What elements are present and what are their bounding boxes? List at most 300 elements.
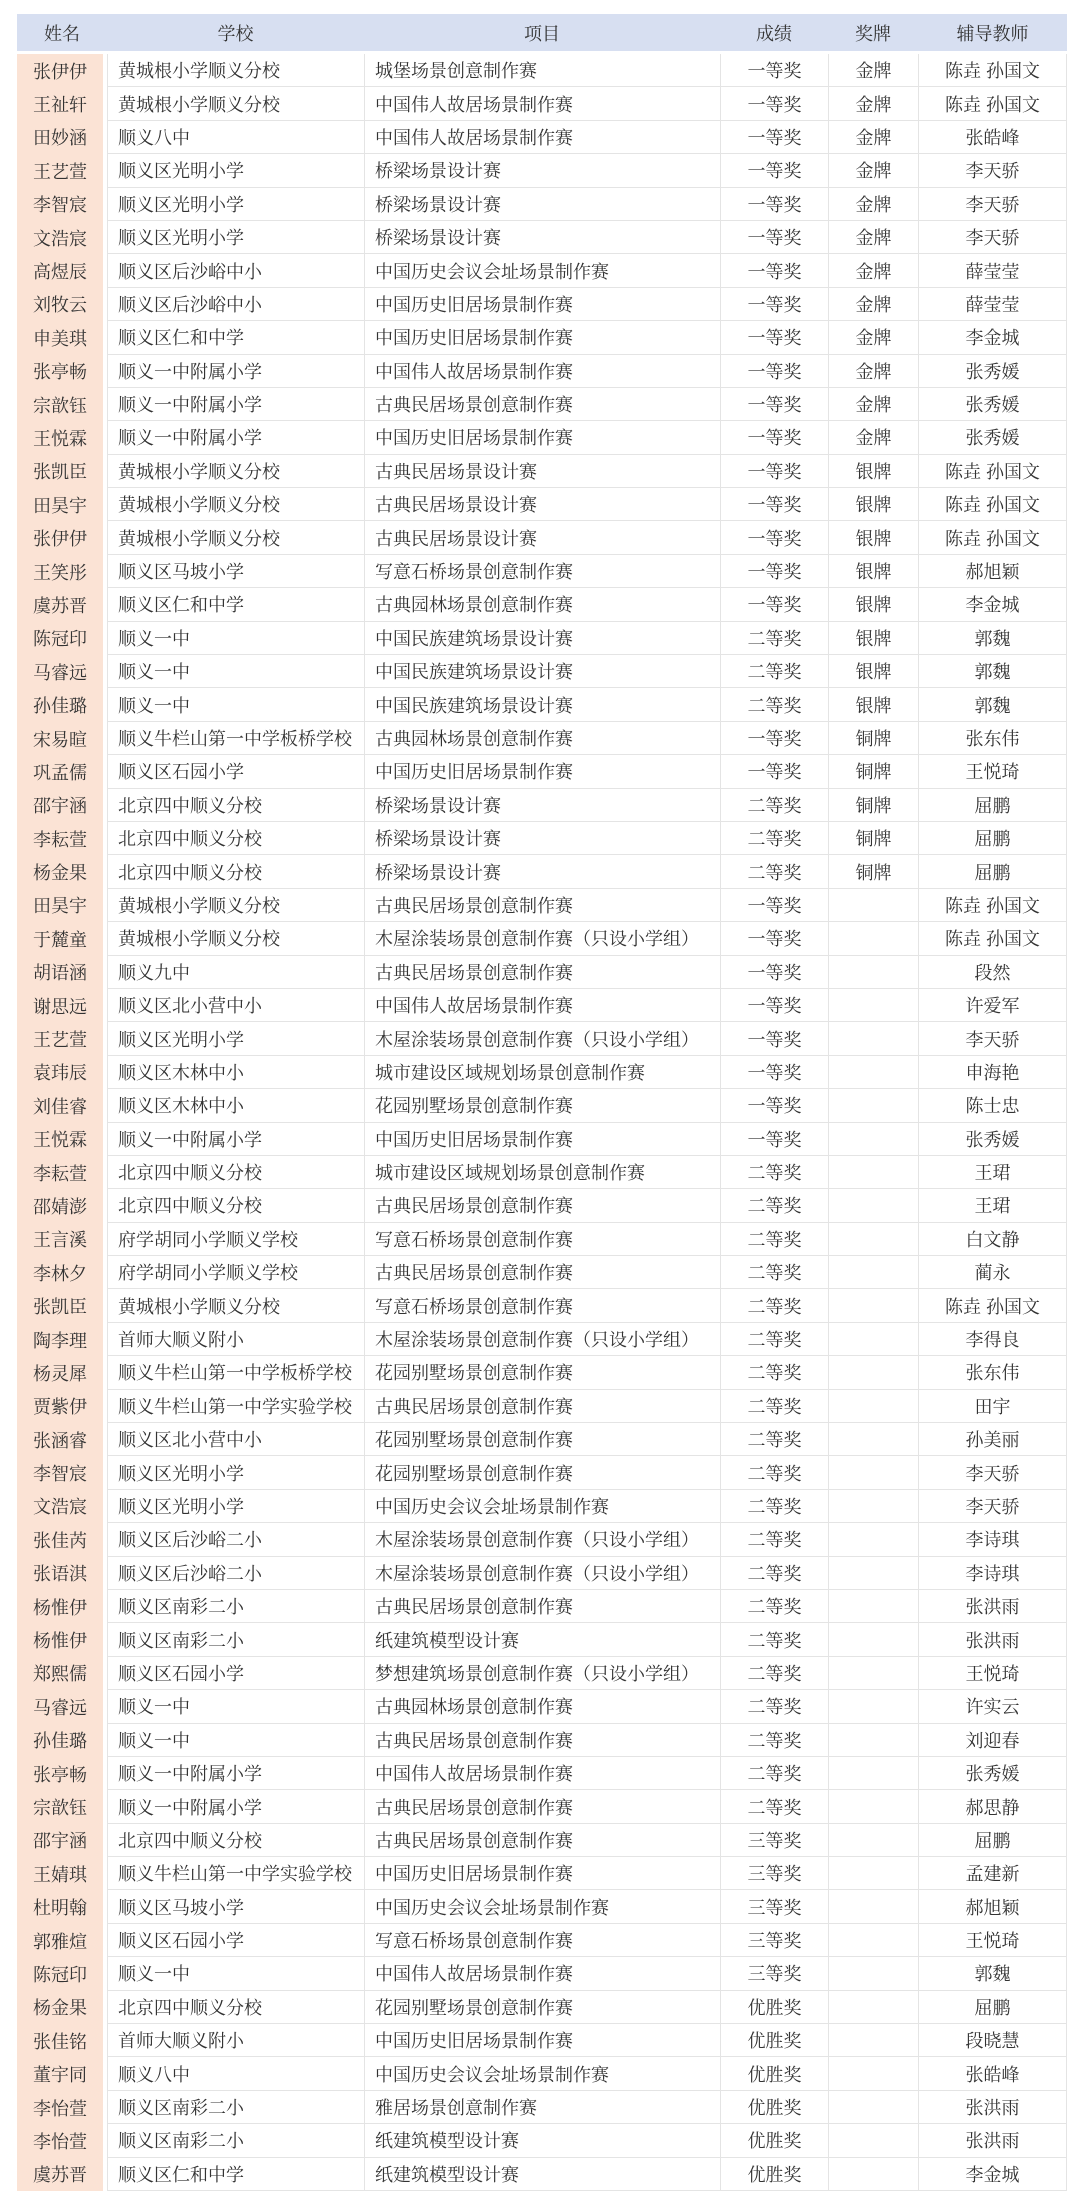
- teacher-cell: 李得良: [918, 1323, 1067, 1356]
- project-cell: 木屋涂装场景创意制作赛（只设小学组）: [364, 1523, 720, 1556]
- teacher-cell: 许爱军: [918, 989, 1067, 1022]
- teacher-cell: 田宇: [918, 1390, 1067, 1423]
- medal-cell: [828, 1356, 918, 1389]
- header-project: 项目: [524, 23, 560, 44]
- table-row: [17, 922, 1067, 955]
- table-row: [17, 1957, 1067, 1990]
- grade-cell: 二等奖: [720, 1390, 828, 1423]
- name-cell: 虞苏晋: [17, 588, 103, 621]
- grade-cell: 一等奖: [720, 421, 828, 454]
- project-cell: 桥梁场景设计赛: [364, 822, 720, 855]
- table-header-row: [17, 14, 1067, 51]
- table-row: [17, 1022, 1067, 1055]
- teacher-cell: 孙美丽: [918, 1423, 1067, 1456]
- name-cell: 王婧琪: [17, 1857, 103, 1890]
- grade-cell: 优胜奖: [720, 2091, 828, 2124]
- grade-cell: 二等奖: [720, 688, 828, 721]
- header-grade: 成绩: [756, 23, 792, 44]
- table-row: [17, 521, 1067, 554]
- name-cell: 高煜辰: [17, 254, 103, 287]
- name-cell: 王悦霖: [17, 421, 103, 454]
- grade-cell: 一等奖: [720, 488, 828, 521]
- header-medal: 奖牌: [855, 23, 891, 44]
- table-row: [17, 1757, 1067, 1790]
- name-cell: 李耘萱: [17, 1156, 103, 1189]
- project-cell: 古典民居场景设计赛: [364, 488, 720, 521]
- project-cell: 木屋涂装场景创意制作赛（只设小学组）: [364, 1323, 720, 1356]
- grade-cell: 一等奖: [720, 1022, 828, 1055]
- medal-cell: [828, 1223, 918, 1256]
- table-row: [17, 154, 1067, 187]
- school-cell: 顺义区光明小学: [107, 154, 364, 187]
- table-row: [17, 622, 1067, 655]
- teacher-cell: 李金城: [918, 588, 1067, 621]
- grade-cell: 二等奖: [720, 1423, 828, 1456]
- school-cell: 黄城根小学顺义分校: [107, 1289, 364, 1322]
- project-cell: 木屋涂装场景创意制作赛（只设小学组）: [364, 922, 720, 955]
- grade-cell: 一等奖: [720, 355, 828, 388]
- table-row: [17, 388, 1067, 421]
- school-cell: 顺义九中: [107, 956, 364, 989]
- school-cell: 顺义区北小营中小: [107, 1423, 364, 1456]
- grade-cell: 一等奖: [720, 521, 828, 554]
- awards-table: [17, 14, 1067, 2191]
- school-cell: 顺义区后沙峪二小: [107, 1523, 364, 1556]
- teacher-cell: 李天骄: [918, 1456, 1067, 1489]
- teacher-cell: 李天骄: [918, 1022, 1067, 1055]
- grade-cell: 二等奖: [720, 1657, 828, 1690]
- project-cell: 中国历史会议会址场景制作赛: [364, 2057, 720, 2090]
- medal-cell: [828, 1156, 918, 1189]
- name-cell: 刘牧云: [17, 288, 103, 321]
- teacher-cell: 陈垚 孙国文: [918, 922, 1067, 955]
- grade-cell: 二等奖: [720, 789, 828, 822]
- name-cell: 陈冠印: [17, 1957, 103, 1990]
- name-cell: 张伊伊: [17, 54, 103, 87]
- name-cell: 邵宇涵: [17, 789, 103, 822]
- teacher-cell: 李金城: [918, 321, 1067, 354]
- medal-cell: 金牌: [828, 288, 918, 321]
- school-cell: 顺义区光明小学: [107, 188, 364, 221]
- medal-cell: [828, 1256, 918, 1289]
- school-cell: 顺义一中: [107, 1957, 364, 1990]
- school-cell: 顺义区光明小学: [107, 1490, 364, 1523]
- medal-cell: [828, 1490, 918, 1523]
- project-cell: 中国伟人故居场景制作赛: [364, 87, 720, 120]
- project-cell: 纸建筑模型设计赛: [364, 2158, 720, 2191]
- name-cell: 张语淇: [17, 1557, 103, 1590]
- project-cell: 桥梁场景设计赛: [364, 154, 720, 187]
- grade-cell: 一等奖: [720, 254, 828, 287]
- project-cell: 中国伟人故居场景制作赛: [364, 1757, 720, 1790]
- teacher-cell: 王珺: [918, 1156, 1067, 1189]
- name-cell: 王祉轩: [17, 87, 103, 120]
- medal-cell: [828, 1724, 918, 1757]
- project-cell: 写意石桥场景创意制作赛: [364, 555, 720, 588]
- grade-cell: 一等奖: [720, 87, 828, 120]
- school-cell: 首师大顺义附小: [107, 1323, 364, 1356]
- name-cell: 宋易暄: [17, 722, 103, 755]
- name-cell: 杨灵犀: [17, 1356, 103, 1389]
- medal-cell: [828, 2158, 918, 2191]
- table-row: [17, 1890, 1067, 1923]
- grade-cell: 优胜奖: [720, 2124, 828, 2157]
- grade-cell: 优胜奖: [720, 1991, 828, 2024]
- school-cell: 北京四中顺义分校: [107, 789, 364, 822]
- teacher-cell: 段晓慧: [918, 2024, 1067, 2057]
- school-cell: 北京四中顺义分校: [107, 822, 364, 855]
- school-cell: 顺义一中附属小学: [107, 355, 364, 388]
- name-cell: 田昊宇: [17, 488, 103, 521]
- grade-cell: 优胜奖: [720, 2158, 828, 2191]
- table-row: [17, 1623, 1067, 1656]
- medal-cell: 银牌: [828, 588, 918, 621]
- teacher-cell: 李诗琪: [918, 1557, 1067, 1590]
- project-cell: 城市建设区域规划场景创意制作赛: [364, 1156, 720, 1189]
- table-row: [17, 1857, 1067, 1890]
- medal-cell: 金牌: [828, 221, 918, 254]
- grade-cell: 二等奖: [720, 1790, 828, 1823]
- school-cell: 黄城根小学顺义分校: [107, 87, 364, 120]
- teacher-cell: 陈垚 孙国文: [918, 54, 1067, 87]
- teacher-cell: 张洪雨: [918, 2091, 1067, 2124]
- table-row: [17, 555, 1067, 588]
- teacher-cell: 郝思静: [918, 1790, 1067, 1823]
- table-row: [17, 54, 1067, 87]
- project-cell: 写意石桥场景创意制作赛: [364, 1924, 720, 1957]
- medal-cell: 银牌: [828, 622, 918, 655]
- grade-cell: 一等奖: [720, 956, 828, 989]
- table-row: [17, 2158, 1067, 2191]
- school-cell: 府学胡同小学顺义学校: [107, 1256, 364, 1289]
- school-cell: 顺义区后沙峪中小: [107, 254, 364, 287]
- project-cell: 古典园林场景创意制作赛: [364, 588, 720, 621]
- project-cell: 雅居场景创意制作赛: [364, 2091, 720, 2124]
- name-cell: 张佳铭: [17, 2024, 103, 2057]
- school-cell: 顺义一中附属小学: [107, 1123, 364, 1156]
- school-cell: 顺义八中: [107, 121, 364, 154]
- name-cell: 胡语涵: [17, 956, 103, 989]
- teacher-cell: 郭魏: [918, 1957, 1067, 1990]
- name-cell: 袁玮辰: [17, 1056, 103, 1089]
- name-cell: 马睿远: [17, 655, 103, 688]
- teacher-cell: 屈鹏: [918, 822, 1067, 855]
- grade-cell: 一等奖: [720, 288, 828, 321]
- name-cell: 李林夕: [17, 1256, 103, 1289]
- medal-cell: [828, 2091, 918, 2124]
- medal-cell: [828, 1790, 918, 1823]
- teacher-cell: 张东伟: [918, 1356, 1067, 1389]
- table-row: [17, 488, 1067, 521]
- school-cell: 顺义区后沙峪中小: [107, 288, 364, 321]
- table-row: [17, 1724, 1067, 1757]
- teacher-cell: 郭魏: [918, 655, 1067, 688]
- school-cell: 顺义区光明小学: [107, 1022, 364, 1055]
- grade-cell: 一等奖: [720, 755, 828, 788]
- project-cell: 花园别墅场景创意制作赛: [364, 1089, 720, 1122]
- teacher-cell: 李金城: [918, 2158, 1067, 2191]
- medal-cell: [828, 1623, 918, 1656]
- school-cell: 北京四中顺义分校: [107, 855, 364, 888]
- name-cell: 张凯臣: [17, 1289, 103, 1322]
- teacher-cell: 蔺永: [918, 1256, 1067, 1289]
- medal-cell: [828, 989, 918, 1022]
- project-cell: 古典民居场景创意制作赛: [364, 889, 720, 922]
- teacher-cell: 陈垚 孙国文: [918, 1289, 1067, 1322]
- school-cell: 顺义一中: [107, 1690, 364, 1723]
- school-cell: 顺义区石园小学: [107, 1657, 364, 1690]
- name-cell: 王艺萱: [17, 1022, 103, 1055]
- name-cell: 陈冠印: [17, 622, 103, 655]
- header-name: 姓名: [44, 23, 80, 44]
- project-cell: 中国历史旧居场景制作赛: [364, 288, 720, 321]
- medal-cell: 银牌: [828, 688, 918, 721]
- teacher-cell: 陈垚 孙国文: [918, 455, 1067, 488]
- header-school: 学校: [217, 23, 254, 44]
- project-cell: 古典民居场景设计赛: [364, 455, 720, 488]
- project-cell: 古典民居场景创意制作赛: [364, 1390, 720, 1423]
- medal-cell: 银牌: [828, 455, 918, 488]
- teacher-cell: 李天骄: [918, 1490, 1067, 1523]
- medal-cell: [828, 1890, 918, 1923]
- name-cell: 于麓童: [17, 922, 103, 955]
- table-row: [17, 1156, 1067, 1189]
- teacher-cell: 李诗琪: [918, 1523, 1067, 1556]
- project-cell: 中国民族建筑场景设计赛: [364, 688, 720, 721]
- table-row: [17, 2057, 1067, 2090]
- table-row: [17, 421, 1067, 454]
- project-cell: 古典民居场景创意制作赛: [364, 1256, 720, 1289]
- grade-cell: 二等奖: [720, 622, 828, 655]
- grade-cell: 二等奖: [720, 1623, 828, 1656]
- teacher-cell: 郭魏: [918, 688, 1067, 721]
- school-cell: 顺义区北小营中小: [107, 989, 364, 1022]
- medal-cell: [828, 1523, 918, 1556]
- table-row: [17, 855, 1067, 888]
- medal-cell: [828, 1557, 918, 1590]
- teacher-cell: 郭魏: [918, 622, 1067, 655]
- teacher-cell: 张皓峰: [918, 2057, 1067, 2090]
- name-cell: 陶李理: [17, 1323, 103, 1356]
- grade-cell: 一等奖: [720, 922, 828, 955]
- medal-cell: 铜牌: [828, 855, 918, 888]
- project-cell: 纸建筑模型设计赛: [364, 1623, 720, 1656]
- name-cell: 王艺萱: [17, 154, 103, 187]
- grade-cell: 三等奖: [720, 1924, 828, 1957]
- teacher-cell: 屈鹏: [918, 1991, 1067, 2024]
- name-cell: 王笑彤: [17, 555, 103, 588]
- name-cell: 孙佳璐: [17, 688, 103, 721]
- grade-cell: 一等奖: [720, 188, 828, 221]
- table-row: [17, 1456, 1067, 1489]
- medal-cell: 银牌: [828, 655, 918, 688]
- school-cell: 顺义区仁和中学: [107, 321, 364, 354]
- table-row: [17, 1790, 1067, 1823]
- school-cell: 黄城根小学顺义分校: [107, 488, 364, 521]
- medal-cell: [828, 1690, 918, 1723]
- grade-cell: 三等奖: [720, 1890, 828, 1923]
- name-cell: 董宇同: [17, 2057, 103, 2090]
- school-cell: 顺义一中附属小学: [107, 1757, 364, 1790]
- teacher-cell: 陈垚 孙国文: [918, 488, 1067, 521]
- table-row: [17, 1223, 1067, 1256]
- project-cell: 古典园林场景创意制作赛: [364, 1690, 720, 1723]
- name-cell: 张亭畅: [17, 355, 103, 388]
- teacher-cell: 张秀媛: [918, 388, 1067, 421]
- table-row: [17, 1189, 1067, 1222]
- teacher-cell: 王悦琦: [918, 1657, 1067, 1690]
- name-cell: 贾紫伊: [17, 1390, 103, 1423]
- project-cell: 梦想建筑场景创意制作赛（只设小学组）: [364, 1657, 720, 1690]
- teacher-cell: 陈垚 孙国文: [918, 889, 1067, 922]
- medal-cell: 铜牌: [828, 789, 918, 822]
- teacher-cell: 薛莹莹: [918, 288, 1067, 321]
- name-cell: 杜明翰: [17, 1890, 103, 1923]
- table-row: [17, 1323, 1067, 1356]
- grade-cell: 二等奖: [720, 1757, 828, 1790]
- project-cell: 中国历史会议会址场景制作赛: [364, 254, 720, 287]
- school-cell: 顺义区马坡小学: [107, 1890, 364, 1923]
- school-cell: 顺义区后沙峪二小: [107, 1557, 364, 1590]
- table-row: [17, 1056, 1067, 1089]
- table-body: [17, 54, 1067, 2191]
- table-row: [17, 1390, 1067, 1423]
- name-cell: 郭雅煊: [17, 1924, 103, 1957]
- header-teacher: 辅导教师: [956, 23, 1029, 44]
- table-row: [17, 1423, 1067, 1456]
- name-cell: 孙佳璐: [17, 1724, 103, 1757]
- name-cell: 李耘萱: [17, 822, 103, 855]
- grade-cell: 一等奖: [720, 54, 828, 87]
- table-row: [17, 121, 1067, 154]
- name-cell: 巩孟儒: [17, 755, 103, 788]
- table-row: [17, 1824, 1067, 1857]
- grade-cell: 三等奖: [720, 1824, 828, 1857]
- project-cell: 花园别墅场景创意制作赛: [364, 1991, 720, 2024]
- grade-cell: 一等奖: [720, 989, 828, 1022]
- project-cell: 中国历史旧居场景制作赛: [364, 421, 720, 454]
- grade-cell: 二等奖: [720, 1323, 828, 1356]
- table-row: [17, 1690, 1067, 1723]
- table-row: [17, 722, 1067, 755]
- grade-cell: 一等奖: [720, 121, 828, 154]
- grade-cell: 二等奖: [720, 1690, 828, 1723]
- grade-cell: 一等奖: [720, 455, 828, 488]
- name-cell: 虞苏晋: [17, 2158, 103, 2191]
- table-row: [17, 288, 1067, 321]
- table-row: [17, 588, 1067, 621]
- school-cell: 北京四中顺义分校: [107, 1824, 364, 1857]
- medal-cell: [828, 1189, 918, 1222]
- project-cell: 城堡场景创意制作赛: [364, 54, 720, 87]
- school-cell: 黄城根小学顺义分校: [107, 455, 364, 488]
- grade-cell: 一等奖: [720, 722, 828, 755]
- project-cell: 花园别墅场景创意制作赛: [364, 1423, 720, 1456]
- medal-cell: [828, 1924, 918, 1957]
- medal-cell: [828, 2124, 918, 2157]
- teacher-cell: 王悦琦: [918, 755, 1067, 788]
- school-cell: 顺义区仁和中学: [107, 2158, 364, 2191]
- medal-cell: [828, 1590, 918, 1623]
- name-cell: 刘佳睿: [17, 1089, 103, 1122]
- project-cell: 古典民居场景创意制作赛: [364, 956, 720, 989]
- medal-cell: [828, 1089, 918, 1122]
- project-cell: 木屋涂装场景创意制作赛（只设小学组）: [364, 1557, 720, 1590]
- table-row: [17, 1590, 1067, 1623]
- grade-cell: 二等奖: [720, 1189, 828, 1222]
- medal-cell: [828, 922, 918, 955]
- teacher-cell: 段然: [918, 956, 1067, 989]
- school-cell: 顺义一中: [107, 1724, 364, 1757]
- school-cell: 府学胡同小学顺义学校: [107, 1223, 364, 1256]
- medal-cell: [828, 2057, 918, 2090]
- medal-cell: [828, 1957, 918, 1990]
- project-cell: 中国民族建筑场景设计赛: [364, 622, 720, 655]
- name-cell: 张亭畅: [17, 1757, 103, 1790]
- school-cell: 顺义区光明小学: [107, 1456, 364, 1489]
- school-cell: 顺义一中: [107, 622, 364, 655]
- project-cell: 古典民居场景创意制作赛: [364, 1790, 720, 1823]
- name-cell: 杨惟伊: [17, 1590, 103, 1623]
- project-cell: 古典民居场景创意制作赛: [364, 388, 720, 421]
- table-row: [17, 822, 1067, 855]
- medal-cell: 银牌: [828, 488, 918, 521]
- table-row: [17, 989, 1067, 1022]
- name-cell: 张凯臣: [17, 455, 103, 488]
- school-cell: 顺义牛栏山第一中学板桥学校: [107, 722, 364, 755]
- school-cell: 黄城根小学顺义分校: [107, 521, 364, 554]
- school-cell: 顺义一中: [107, 655, 364, 688]
- medal-cell: [828, 1757, 918, 1790]
- teacher-cell: 张东伟: [918, 722, 1067, 755]
- medal-cell: [828, 1022, 918, 1055]
- table-row: [17, 1657, 1067, 1690]
- medal-cell: 金牌: [828, 54, 918, 87]
- school-cell: 顺义一中: [107, 688, 364, 721]
- grade-cell: 二等奖: [720, 1289, 828, 1322]
- school-cell: 黄城根小学顺义分校: [107, 889, 364, 922]
- project-cell: 古典民居场景设计赛: [364, 521, 720, 554]
- medal-cell: 金牌: [828, 154, 918, 187]
- grade-cell: 二等奖: [720, 1456, 828, 1489]
- teacher-cell: 张洪雨: [918, 1590, 1067, 1623]
- school-cell: 顺义区南彩二小: [107, 1590, 364, 1623]
- table-row: [17, 87, 1067, 120]
- table-row: [17, 1991, 1067, 2024]
- name-cell: 张涵睿: [17, 1423, 103, 1456]
- teacher-cell: 郝旭颖: [918, 555, 1067, 588]
- medal-cell: [828, 1991, 918, 2024]
- grade-cell: 优胜奖: [720, 2024, 828, 2057]
- project-cell: 古典民居场景创意制作赛: [364, 1189, 720, 1222]
- table-row: [17, 2124, 1067, 2157]
- school-cell: 顺义一中附属小学: [107, 1790, 364, 1823]
- school-cell: 顺义区木林中小: [107, 1056, 364, 1089]
- table-row: [17, 755, 1067, 788]
- table-row: [17, 455, 1067, 488]
- school-cell: 黄城根小学顺义分校: [107, 922, 364, 955]
- name-cell: 田妙涵: [17, 121, 103, 154]
- teacher-cell: 王悦琦: [918, 1924, 1067, 1957]
- name-cell: 李智宸: [17, 1456, 103, 1489]
- medal-cell: [828, 2024, 918, 2057]
- name-cell: 邵婧澎: [17, 1189, 103, 1222]
- project-cell: 中国历史会议会址场景制作赛: [364, 1890, 720, 1923]
- medal-cell: [828, 1289, 918, 1322]
- project-cell: 木屋涂装场景创意制作赛（只设小学组）: [364, 1022, 720, 1055]
- name-cell: 田昊宇: [17, 889, 103, 922]
- table-row: [17, 188, 1067, 221]
